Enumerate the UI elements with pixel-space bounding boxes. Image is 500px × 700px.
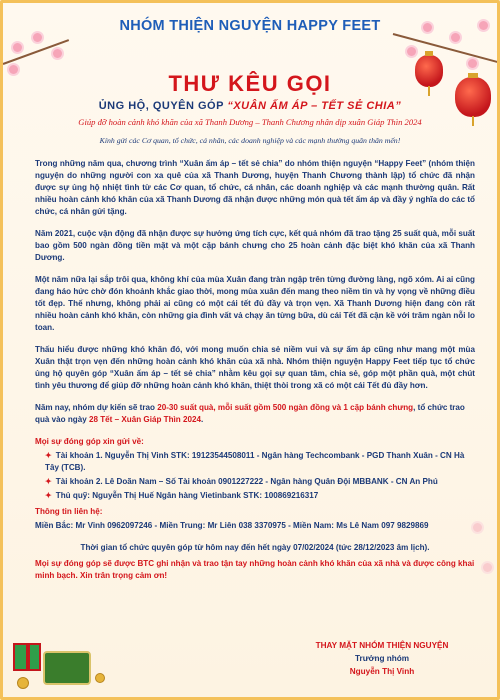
commitment-statement: Mọi sự đóng góp sẽ được BTC ghi nhận và trao tận tay những hoàn cảnh khó khăn của xã nhà và được công khai minh bạch. Xin trân trọng cảm ơn! xyxy=(35,559,475,580)
signature-on-behalf: THAY MẶT NHÓM THIỆN NGUYỆN xyxy=(315,641,449,650)
account-item xyxy=(35,450,475,474)
letter-title: THƯ KÊU GỌI xyxy=(168,71,332,96)
body-paragraph-4: Thấu hiểu được những khó khăn đó, với mong muốn chia sẻ niềm vui và sự ấm áp cũng như mang một mùa Xuân thật trọn vẹn đến những hoàn cảnh khó khăn của xã nhà. Nhóm thiện nguyện Happy Feet tiếp tục tổ chức ủng hộ quyên góp “Xuân ấm áp – tết sẻ chia” nhằm kêu gọi sự quan tâm, chia sẻ, góp một phần quà, một chút tình yêu thương để giúp đỡ những hoàn cảnh khó khăn, thiệt thòi trong xã có một cái Tết đủ đầy hơn. xyxy=(35,345,475,390)
subtitle-prefix: ỦNG HỘ, QUYÊN GÓP xyxy=(98,100,228,112)
star-bullet-icon: ✦ xyxy=(45,491,52,500)
organization-name: NHÓM THIỆN NGUYỆN HAPPY FEET xyxy=(119,18,381,34)
p5-end: . xyxy=(201,415,204,424)
campaign-name: “XUÂN ẤM ÁP – TẾT SẺ CHIA” xyxy=(227,100,402,112)
signature-role: Trưởng nhóm xyxy=(354,654,410,663)
signature-block xyxy=(297,639,467,678)
event-date: 28 Tết – Xuân Giáp Thìn 2024 xyxy=(88,415,201,424)
account-text: Thủ quỹ: Nguyễn Thị Huế Ngân hàng Vietinbank STK: 100869216317 xyxy=(55,491,319,500)
coin-icon xyxy=(17,677,29,689)
donation-period: Thời gian tổ chức quyên góp từ hôm nay đến hết ngày 07/02/2024 (tức 28/12/2023 âm lịch). xyxy=(80,543,430,552)
p5-middle: , tổ chức trao quà vào ngày xyxy=(35,403,465,424)
banh-chung-icon xyxy=(43,651,91,685)
body-paragraph-1: Trong những năm qua, chương trình “Xuân ấm áp – tết sẻ chia” do nhóm thiện nguyện “Happy Feet” (nhóm thiện nguyện do những người con xa quê của xã Thanh Dương, huyện Thanh Chương thành lập) tổ chức đã nhận được sự ủng hộ nhiệt tình từ các Cơ quan, tổ chức, cá nhân, các doanh nghiệp và các mạnh thường quân. Rất nhiều hoàn cảnh khó khăn của xã Thanh Dương đã nhận được những món quà tết ấm áp và đầy ý nghĩa do các tổ chức, cá nhân gửi tặng. xyxy=(35,159,475,216)
body-paragraph-2: Năm 2021, cuộc vận động đã nhận được sự hưởng ứng tích cực, kết quả nhóm đã trao tặng 25 suất quà, mỗi suất bao gồm 500 ngàn đồng tiền mặt và một cặp bánh chưng cho 25 hoàn cảnh đặc biệt khó khăn của xã Thanh Dương. xyxy=(35,229,475,262)
account-text: Tài khoản 2. Lê Doãn Nam – Số Tài khoản 0901227222 - Ngân hàng Quân Đội MBBANK - CN An Phú xyxy=(55,477,438,486)
blossom-icon xyxy=(483,563,492,572)
letter-body xyxy=(35,158,475,592)
account-text: Tài khoản 1. Nguyễn Thị Vinh STK: 19123544508011 - Ngân hàng Techcombank - PGD Thanh Xuân - CN Hà Tây (TCB). xyxy=(45,451,465,472)
account-item xyxy=(35,490,475,502)
campaign-tagline: Giúp đỡ hoàn cảnh khó khăn của xã Thanh Dương – Thanh Chương nhân dịp xuân Giáp Thìn 2024 xyxy=(78,117,422,127)
body-paragraph-3: Một năm nữa lại sắp trôi qua, không khí của mùa Xuân đang tràn ngập trên từng đường làng, ngõ xóm. Ai ai cũng đang háo hức chờ đón khoảnh khắc giao thời, mong mùa xuân đến mang theo niềm tin và hy vọng về những điều tốt đẹp. Thế nhưng, không phải ai cũng có một cái tết đủ đầy và trọn vẹn. Xã Thanh Dương hiện đang còn rất nhiều hoàn cảnh khó khăn, còn những gia đình vất vả chạy ăn từng bữa, dù cái Tết đã cận kề với trăm ngàn nỗi lo toan. xyxy=(35,275,475,332)
p5-prefix: Năm nay, nhóm dự kiến sẽ trao xyxy=(35,403,158,412)
account-item xyxy=(35,476,475,488)
donation-section-title: Mọi sự đóng góp xin gửi về: xyxy=(35,437,144,446)
star-bullet-icon: ✦ xyxy=(45,451,52,460)
signature-name: Nguyễn Thị Vinh xyxy=(349,667,415,676)
letter-subtitle xyxy=(3,100,497,112)
body-paragraph-5 xyxy=(35,402,475,426)
star-bullet-icon: ✦ xyxy=(45,477,52,486)
contact-section-title: Thông tin liên hệ: xyxy=(35,507,103,516)
gift-details: 20-30 suất quà, mỗi suất gồm 500 ngàn đồng và 1 cặp bánh chưng xyxy=(157,403,414,412)
contact-line: Miền Bắc: Mr Vinh 0962097246 - Miền Trung: Mr Liên 038 3370975 - Miền Nam: Ms Lê Nam 097 9829869 xyxy=(35,521,429,530)
greeting-line: Kính gửi các Cơ quan, tổ chức, cá nhân, các doanh nghiệp và các mạnh thường quân thân mến! xyxy=(99,136,401,145)
coin-icon xyxy=(95,673,105,683)
gift-box-icon xyxy=(13,643,41,671)
